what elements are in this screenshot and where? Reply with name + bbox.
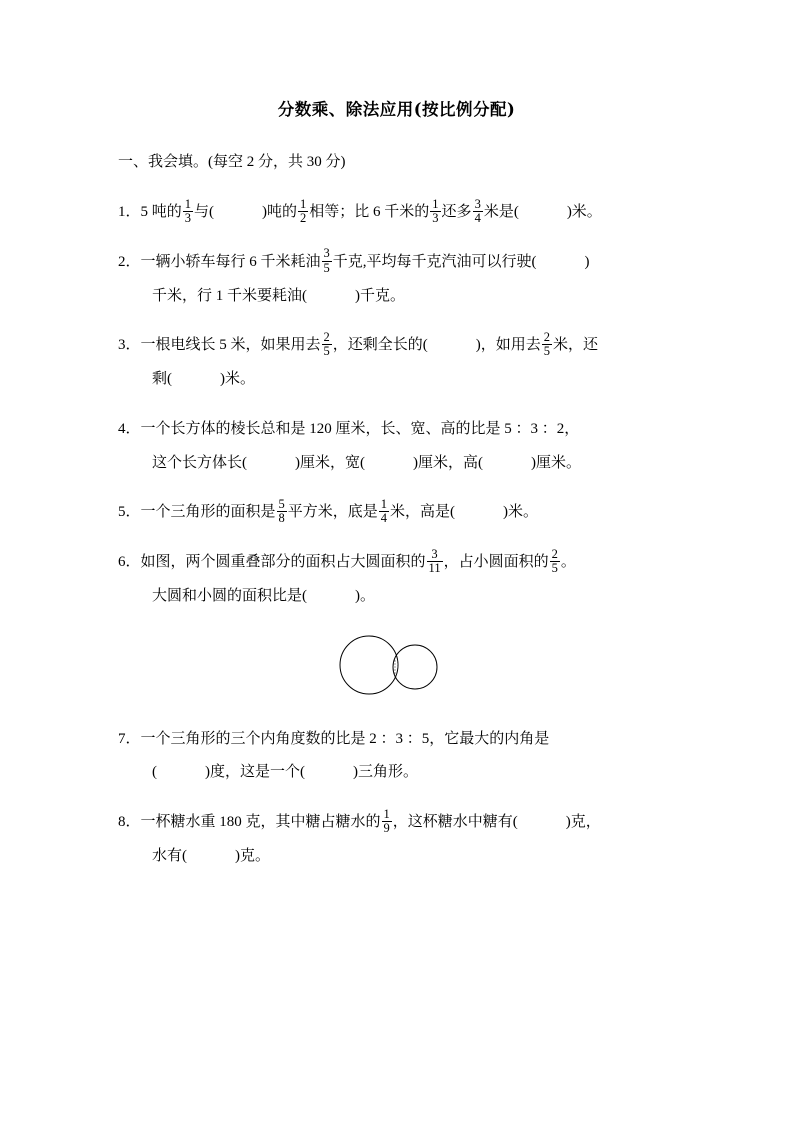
q8-text-d: 水有( xyxy=(152,847,187,864)
q4-text-d: )厘米，高( xyxy=(413,454,483,471)
q6-text-d: 大圆和小圆的面积比是( xyxy=(152,587,307,604)
q6-text-e: )。 xyxy=(355,587,375,604)
fraction-1-9: $\frac{1}{9}$ xyxy=(383,806,390,836)
question-3-line2 xyxy=(118,363,675,397)
q8-text-a: 一杯糖水重 180 克，其中糖占糖水的 xyxy=(140,814,381,830)
figure-two-overlapping-circles xyxy=(118,630,675,705)
question-8 xyxy=(118,806,675,874)
q1-text-d: 相等；比 6 千米的 xyxy=(309,204,430,220)
q1-text-a: 5 吨的 xyxy=(140,204,182,220)
question-8-line2 xyxy=(118,840,675,874)
q2-text-a: 一辆小轿车每行 6 千米耗油 xyxy=(140,253,321,270)
overlapping-circles-svg xyxy=(307,630,487,700)
q8-text-e: )克。 xyxy=(235,847,270,864)
q5-text-d: )米。 xyxy=(503,504,539,521)
fraction-2-5-b: $\frac{2}{5}$ xyxy=(543,329,551,359)
q8-text-b: ，这杯糖水中糖有( xyxy=(392,814,518,830)
question-7-line2 xyxy=(118,756,675,790)
q3-text-b: ，还剩全长的( xyxy=(332,337,428,354)
question-8-number: 8． xyxy=(118,814,141,830)
q5-text-c: 米，高是( xyxy=(390,504,456,521)
fraction-1-2: $\frac{1}{2}$ xyxy=(300,196,307,226)
q7-text-b: ( xyxy=(152,764,157,781)
q1-text-b: 与( xyxy=(194,204,215,220)
q6-text-b: ，占小圆面积的 xyxy=(443,554,549,570)
question-7 xyxy=(118,723,675,791)
fraction-5-8: $\frac{5}{8}$ xyxy=(278,496,285,526)
question-2-number: 2． xyxy=(118,253,141,270)
fraction-2-5: $\frac{2}{5}$ xyxy=(323,329,330,359)
q4-text-c: )厘米，宽( xyxy=(295,454,365,471)
question-3-number: 3． xyxy=(118,337,141,354)
q7-text-a: 一个三角形的三个内角度数的比是 2 ：3 ：5，它最大的内角是 xyxy=(140,730,550,747)
fraction-1-3: $\frac{1}{3}$ xyxy=(184,196,192,226)
question-7-number: 7． xyxy=(118,730,141,747)
q1-text-c: )吨的 xyxy=(262,204,298,220)
q7-text-d: )三角形。 xyxy=(353,764,418,781)
question-6 xyxy=(118,546,675,614)
q4-text-b: 这个长方体长( xyxy=(152,454,247,471)
question-2-line2 xyxy=(118,280,675,314)
fraction-1-3-b: $\frac{1}{3}$ xyxy=(432,196,439,226)
question-2 xyxy=(118,246,675,314)
page-title: 分数乘、除法应用(按比例分配) xyxy=(277,100,516,119)
question-5-number: 5． xyxy=(118,504,141,521)
fraction-3-11: $\frac{3}{11}$ xyxy=(428,546,441,576)
question-4-line2 xyxy=(118,447,675,481)
question-1-number: 1． xyxy=(118,204,141,220)
q2-text-b: 千克,平均每千克汽油可以行驶( xyxy=(332,253,537,270)
question-4-number: 4． xyxy=(118,420,141,437)
question-6-line2 xyxy=(118,580,675,614)
q2-text-d: 千米，行 1 千米要耗油( xyxy=(152,287,307,304)
section-heading: 一、我会填。(每空 2 分，共 30 分) xyxy=(118,154,346,170)
q6-text-a: 如图，两个圆重叠部分的面积占大圆面积的 xyxy=(140,554,426,570)
q6-text-c: 。 xyxy=(560,554,576,570)
q7-text-c: )度，这是一个( xyxy=(205,764,305,781)
question-3 xyxy=(118,329,675,397)
q2-text-c: ) xyxy=(584,253,590,270)
q4-text-e: )厘米。 xyxy=(531,454,581,471)
q3-text-a: 一根电线长 5 米，如果用去 xyxy=(140,337,321,354)
q5-text-b: 平方米，底是 xyxy=(287,504,378,521)
question-6-number: 6． xyxy=(118,554,141,570)
question-5 xyxy=(118,496,675,530)
q1-text-e: 还多 xyxy=(441,204,472,220)
q1-text-g: )米。 xyxy=(566,204,602,220)
q4-text-a: 一个长方体的棱长总和是 120 厘米，长、宽、高的比是 5 ：3 ：2， xyxy=(140,420,580,437)
q8-text-c: )克， xyxy=(565,814,601,830)
fraction-1-4: $\frac{1}{4}$ xyxy=(380,496,388,526)
fraction-3-5: $\frac{3}{5}$ xyxy=(323,246,330,275)
q3-text-d: 米，还 xyxy=(553,337,599,354)
q5-text-a: 一个三角形的面积是 xyxy=(140,504,276,521)
question-4 xyxy=(118,413,675,481)
fraction-2-5-c: $\frac{2}{5}$ xyxy=(551,546,558,576)
q3-text-e: 剩( xyxy=(152,371,172,387)
q2-text-e: )千克。 xyxy=(355,287,405,304)
fraction-3-4: $\frac{3}{4}$ xyxy=(474,196,481,226)
question-1 xyxy=(118,196,675,230)
q3-text-f: )米。 xyxy=(220,371,255,387)
q1-text-f: 米是( xyxy=(483,204,519,220)
q3-text-c: )，如用去 xyxy=(475,337,541,354)
